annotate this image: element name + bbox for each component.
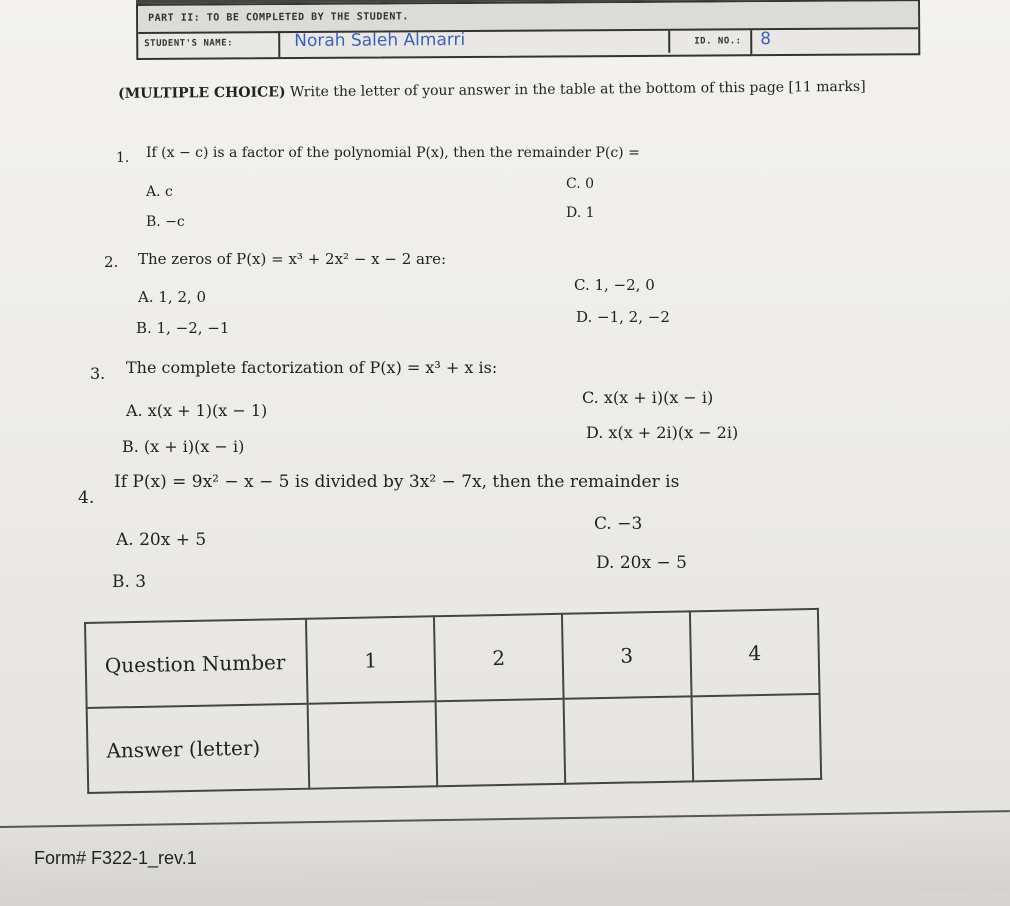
question-4-stem: If P(x) = 9x² − x − 5 is divided by 3x² − 7x, then the remainder is [114, 472, 680, 492]
question-1-option-b: B. −c [146, 214, 185, 230]
question-2-option-d: D. −1, 2, −2 [576, 308, 670, 326]
question-3-number: 3. [90, 364, 106, 383]
answer-cell[interactable] [692, 694, 822, 781]
question-1-option-a: A. c [146, 184, 173, 200]
id-divider [750, 30, 752, 54]
name-divider [278, 31, 280, 57]
student-info-header [136, 0, 920, 60]
question-3-option-c: C. x(x + i)(x − i) [582, 388, 714, 407]
question-4-number: 4. [78, 488, 95, 508]
question-2-option-c: C. 1, −2, 0 [574, 276, 655, 294]
question-number-cell: 2 [434, 614, 564, 701]
question-2-stem: The zeros of P(x) = x³ + 2x² − x − 2 are: [138, 250, 447, 268]
answer-label: Answer (letter) [87, 704, 310, 793]
instructions [118, 79, 866, 102]
question-4-option-c: C. −3 [594, 514, 643, 534]
question-3-option-d: D. x(x + 2i)(x − 2i) [586, 423, 739, 442]
answer-row [87, 694, 821, 793]
answer-cell[interactable] [564, 696, 694, 783]
question-2-option-a: A. 1, 2, 0 [138, 288, 207, 306]
question-number-label: Question Number [85, 619, 308, 708]
answer-cell[interactable] [308, 701, 438, 788]
question-2-number: 2. [104, 253, 119, 271]
question-2-option-b: B. 1, −2, −1 [136, 319, 230, 337]
instructions-title: (MULTIPLE CHOICE) [118, 84, 286, 102]
question-number-cell: 1 [306, 616, 436, 703]
id-value: 8 [760, 29, 772, 50]
instructions-text: Write the letter of your answer in the table at the bottom of this page [11 marks] [289, 78, 866, 101]
question-4-option-b: B. 3 [112, 572, 147, 592]
question-1-option-d: D. 1 [566, 205, 595, 221]
question-number-row [85, 609, 819, 708]
question-3-stem: The complete factorization of P(x) = x³ + x is: [126, 358, 498, 377]
question-4-option-d: D. 20x − 5 [596, 553, 687, 573]
id-label: ID. NO.: [694, 36, 742, 47]
form-number: Form# F322-1_rev.1 [34, 848, 197, 868]
student-name-value: Norah Saleh Almarri [294, 29, 466, 52]
question-1-option-c: C. 0 [566, 176, 595, 192]
question-4-option-a: A. 20x + 5 [116, 530, 207, 550]
question-number-cell: 3 [562, 611, 692, 698]
question-3-option-a: A. x(x + 1)(x − 1) [126, 401, 268, 420]
question-number-cell: 4 [690, 609, 820, 696]
part-label: PART II: TO BE COMPLETED BY THE STUDENT. [148, 11, 409, 24]
question-3-option-b: B. (x + i)(x − i) [122, 437, 245, 456]
question-1-number: 1. [116, 150, 130, 166]
student-name-label: STUDENT'S NAME: [144, 38, 234, 49]
question-1-stem: If (x − c) is a factor of the polynomial P(x), then the remainder P(c) = [146, 145, 640, 161]
answer-table [84, 608, 822, 794]
answer-cell[interactable] [436, 699, 566, 786]
